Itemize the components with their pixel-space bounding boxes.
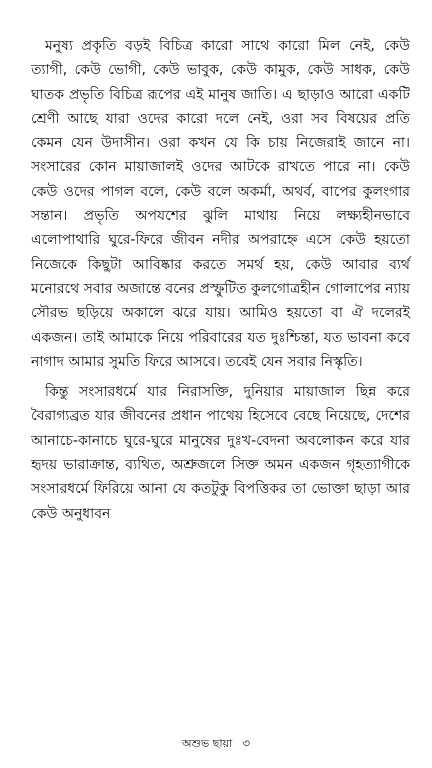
page-footer (0, 735, 432, 752)
paragraph-1: মনুষ্য প্রকৃতি বড়ই বিচিত্র কারো সাথে কারো মিল নেই, কেউ ত্যাগী, কেউ ভোগী, কেউ ভাবুক, কেউ কামুক, কেউ সাধক, কেউ ঘাতক প্রভৃতি বিচিত্র রূপের এই মানুষ জাতি। এ ছাড়াও আরো একটি শ্রেণী আছে যারা ওদের কারো দলে নেই, ওরা সব বিষয়ের প্রতি কেমন যেন উদাসীন। ওরা কখন যে কি চায় নিজেরাই জানে না। সংসারের কোন মায়াজালই ওদের আটকে রাখতে পারে না। কেউ কেউ ওদের পাগল বলে, কেউ বলে অকর্মা, অথর্ব, বাপের কুলংগার সন্তান। প্রভৃতি অপযশের ঝুলি মাথায় নিয়ে লক্ষ্যহীনভাবে এলোপাথারি ঘুরে-ফিরে জীবন নদীর অপরাহ্নে এসে কেউ হয়তো নিজেকে কিছুটা আবিষ্কার করতে সমর্থ হয়, কেউ আবার ব্যর্থ মনোরথে সবার অজান্তে বনের প্রস্ফুটিত কুলগোত্রহীন গোলাপের ন্যায় সৌরভ ছড়িয়ে অকালে ঝরে যায়। আমিও হয়তো বা ঐ দলেরই একজন। তাই আমাকে নিয়ে পরিবারের যত দুঃশ্চিন্তা, যত ভাবনা কবে নাগাদ আমার সুমতি ফিরে আসবে। তবেই যেন সবার নিস্কৃতি। (31, 38, 410, 370)
body-text (31, 34, 410, 526)
page-number: ৩ (242, 736, 251, 750)
paragraph-2: কিন্তু সংসারধর্মে যার নিরাসক্তি, দুনিয়ার মায়াজাল ছিন্ন করে বৈরাগ্যব্রত যার জীবনের প্রধান পাথেয় হিসেবে বেছে নিয়েছে, দেশের আনাচে-কানাচে ঘুরে-ঘুরে মানুষের দুঃখ-বেদনা অবলোকন করে যার হৃদয় ভারাক্রান্ত, ব্যথিত, অশ্রুজলে সিক্ত অমন একজন গৃহত্যাগীকে সংসারধর্মে ফিরিয়ে আনা যে কতটুকু বিপত্তিকর তা ভোক্তা ছাড়া আর কেউ অনুধাবন (31, 384, 410, 522)
running-title: অশুভ ছায়া (181, 737, 233, 750)
